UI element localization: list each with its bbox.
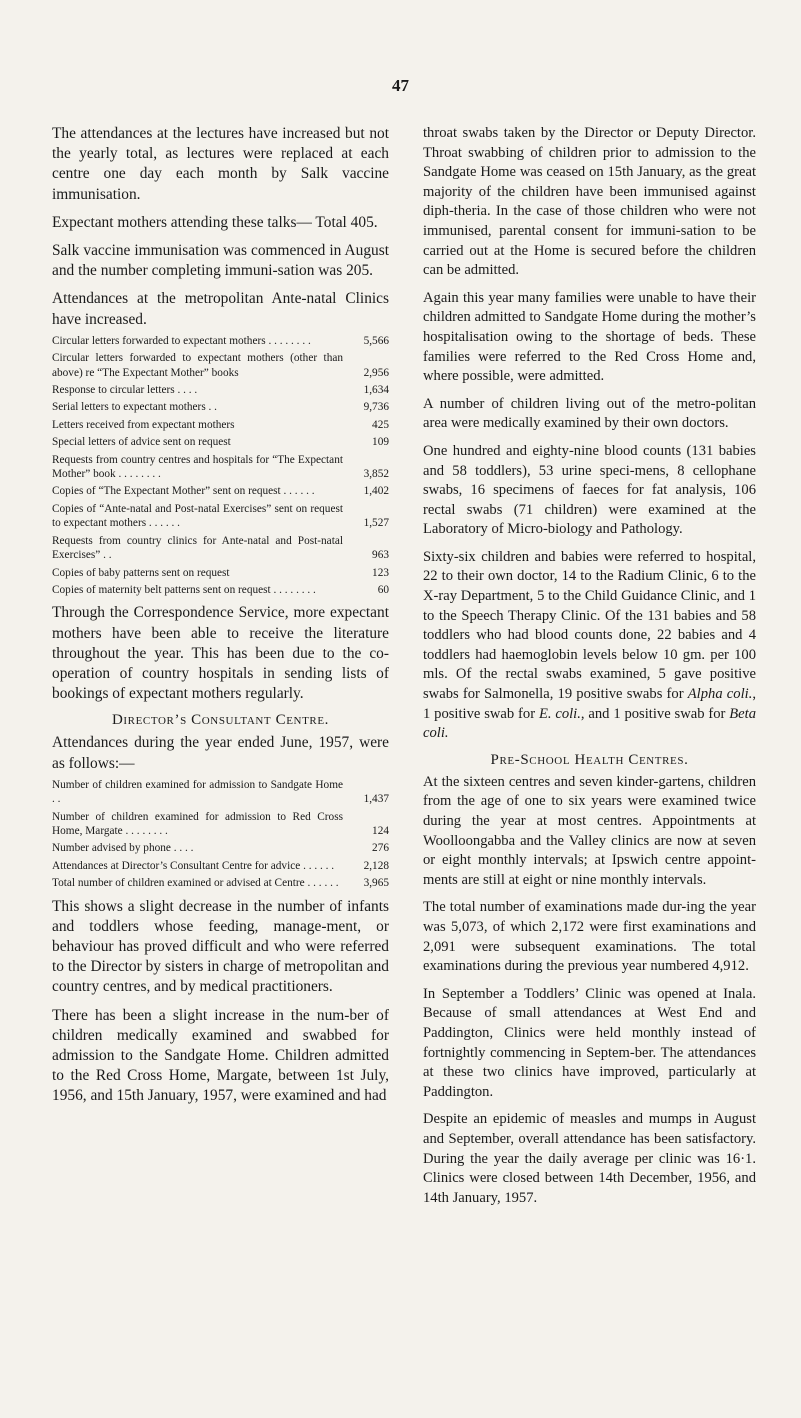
organism-name: Beta coli. bbox=[423, 705, 756, 742]
paragraph: Again this year many families were unable to have their children admitted to Sandgate Home during the mother’s hospitalisation owing to the shortage of beds. These families were referred to the Red Cross Home and, where possible, were admitted. bbox=[423, 289, 756, 385]
paragraph: Through the Correspondence Service, more expectant mothers have been able to receive the literature throughout the year. This has been due to the co-operation of country hospitals in sending lists of bookings of expectant mothers regularly. bbox=[52, 604, 389, 703]
paragraph: Despite an epidemic of measles and mumps in August and September, overall attendance has been satisfactory. During the year the daily average per clinic was 16·1. Clinics were closed between 14th December, 1956, and 14th January, 1957. bbox=[423, 1111, 756, 1206]
stats-row bbox=[52, 502, 389, 531]
stats-value: 276 bbox=[372, 842, 389, 855]
stats-label: Serial letters to expectant mothers . . bbox=[52, 401, 218, 414]
paragraph: At the sixteen centres and seven kinder-gartens, children from the age of one to six years were examined twice during the year at most centres. Appointments at Woolloongabba and the Valley clinics are now at seven or eight monthly intervals; at Ipswich centre appoint-ments are still at eight or nine monthly intervals. bbox=[423, 773, 756, 888]
right-column bbox=[423, 124, 756, 1216]
stats-label: Copies of “Ante-natal and Post-natal Exercises” sent on request to expectant mothers . . . . . . bbox=[52, 502, 343, 530]
section-heading: Director’s Consultant Centre. bbox=[111, 712, 329, 729]
organism-name: E. coli. bbox=[538, 705, 581, 722]
stats-row bbox=[52, 435, 389, 449]
paragraph bbox=[423, 548, 756, 744]
paragraph: Attendances during the year ended June, 1957, were as follows:— bbox=[52, 734, 389, 772]
stats-row bbox=[52, 583, 389, 597]
organism-name: Alpha coli. bbox=[687, 686, 753, 703]
stats-label: Requests from country centres and hospitals for “The Expectant Mother” book . . . . . . . . bbox=[52, 453, 343, 481]
page-number: 47 bbox=[392, 76, 409, 95]
stats-label: Response to circular letters . . . . bbox=[52, 384, 198, 397]
stats-value: 60 bbox=[377, 583, 389, 596]
paragraph: Salk vaccine immunisation was commenced in August and the number completing immuni-sation was 205. bbox=[52, 242, 389, 280]
stats-value: 963 bbox=[372, 549, 389, 562]
stats-label: Attendances at Director’s Consultant Centre for advice . . . . . . bbox=[52, 859, 335, 872]
correspondence-stats-table bbox=[52, 334, 389, 598]
stats-label: Number of children examined for admission to Sandgate Home . . bbox=[52, 778, 343, 806]
stats-label: Circular letters forwarded to expectant mothers (other than above) re “The Expectant Mother” books bbox=[52, 352, 343, 379]
stats-row bbox=[52, 534, 389, 563]
stats-value: 425 bbox=[372, 418, 389, 431]
stats-value: 124 bbox=[372, 824, 389, 837]
stats-value: 1,402 bbox=[363, 485, 389, 498]
stats-row bbox=[52, 383, 389, 397]
stats-value: 3,965 bbox=[363, 877, 389, 890]
paragraph: A number of children living out of the metro-politan area were medically examined by their own doctors. bbox=[423, 395, 756, 432]
stats-label: Number advised by phone . . . . bbox=[52, 842, 194, 855]
stats-row bbox=[52, 484, 389, 498]
left-column bbox=[52, 124, 389, 1115]
stats-row bbox=[52, 876, 389, 890]
stats-row bbox=[52, 400, 389, 414]
stats-row bbox=[52, 841, 389, 855]
stats-label: Requests from country clinics for Ante-natal and Post-natal Exercises” . . bbox=[52, 534, 343, 562]
stats-label: Number of children examined for admission to Red Cross Home, Margate . . . . . . . . bbox=[52, 810, 343, 837]
paragraph: The total number of examinations made dur-ing the year was 5,073, of which 2,172 were first examinations and 2,091 were subsequent examinations. The total examinations during the previous year numbered 4,912. bbox=[423, 899, 756, 975]
paragraph: Expectant mothers attending these talks— Total 405. bbox=[52, 213, 378, 231]
stats-value: 3,852 bbox=[363, 468, 389, 481]
stats-value: 123 bbox=[372, 566, 389, 579]
stats-row bbox=[52, 810, 389, 839]
stats-row bbox=[52, 334, 389, 348]
stats-row bbox=[52, 418, 389, 432]
stats-value: 9,736 bbox=[363, 401, 389, 414]
section-heading: Pre-School Health Centres. bbox=[490, 751, 689, 768]
paragraph: Attendances at the metropolitan Ante-natal Clinics have increased. bbox=[52, 290, 389, 328]
text-run: , 1 positive swab for bbox=[423, 686, 756, 722]
stats-row bbox=[52, 453, 389, 482]
stats-value: 5,566 bbox=[363, 334, 389, 347]
paragraph: In September a Toddlers’ Clinic was opened at Inala. Because of small attendances at West End and Paddington, Clinics were held monthly instead of fortnightly commencing in Septem-ber. The attendances at these two clinics have improved, particularly at Paddington. bbox=[423, 985, 756, 1100]
stats-row bbox=[52, 351, 389, 380]
stats-label: Letters received from expectant mothers bbox=[52, 418, 235, 431]
stats-row bbox=[52, 566, 389, 580]
stats-value: 2,956 bbox=[363, 366, 389, 379]
text-run: Sixty-six children and babies were referred to hospital, 22 to their own doctor, 14 to the Radium Clinic, 6 to the X-ray Department, 5 to the Child Guidance Clinic, and 1 to the Speech Therapy Clinic. Of the 131 babies and 58 toddlers who had blood counts done, 22 babies and 4 toddlers had haemoglobin levels below 10 gm. per 100 mls. Of the rectal swabs examined, 5 gave positive swabs for Salmonella, 19 positive swabs for bbox=[423, 548, 756, 703]
stats-value: 1,634 bbox=[363, 384, 389, 397]
stats-label: Special letters of advice sent on request bbox=[52, 436, 231, 449]
text-run: , and 1 positive swab for bbox=[580, 705, 726, 722]
stats-value: 1,527 bbox=[363, 517, 389, 530]
consultant-centre-stats-table bbox=[52, 778, 389, 891]
stats-label: Copies of maternity belt patterns sent on request . . . . . . . . bbox=[52, 583, 316, 596]
paragraph: The attendances at the lectures have increased but not the yearly total, as lectures were replaced at each centre one day each month by Salk vaccine immunisation. bbox=[52, 125, 389, 203]
stats-row bbox=[52, 778, 389, 807]
stats-label: Copies of “The Expectant Mother” sent on request . . . . . . bbox=[52, 485, 315, 498]
stats-row bbox=[52, 859, 389, 873]
paragraph: This shows a slight decrease in the number of infants and toddlers whose feeding, manage-ment, or behaviour has proved difficult and who were referred to the Director by sisters in charge of metropolitan and country centres, and by medical practitioners. bbox=[52, 897, 389, 996]
stats-value: 1,437 bbox=[363, 793, 389, 806]
stats-value: 109 bbox=[372, 436, 389, 449]
paragraph: There has been a slight increase in the num-ber of children medically examined and swabbed for admission to the Sandgate Home. Children admitted to the Red Cross Home, Margate, between 1st July, 1956, and 15th January, 1957, were examined and had bbox=[52, 1006, 389, 1105]
stats-value: 2,128 bbox=[363, 859, 389, 872]
paragraph: One hundred and eighty-nine blood counts (131 babies and 58 toddlers), 53 urine speci-mens, 8 cellophane swabs, 16 specimens of faeces for fat analysis, 106 rectal swabs (71 children) were examined at the Laboratory of Micro-biology and Pathology. bbox=[423, 442, 756, 538]
stats-label: Copies of baby patterns sent on request bbox=[52, 566, 230, 579]
stats-label: Circular letters forwarded to expectant mothers . . . . . . . . bbox=[52, 334, 311, 347]
stats-label: Total number of children examined or advised at Centre . . . . . . bbox=[52, 877, 339, 890]
paragraph: throat swabs taken by the Director or Deputy Director. Throat swabbing of children prior to admission to the Sandgate Home was ceased on 15th January, as the great majority of the children have been immunised against diph-theria. In the case of those children who were not immunised, parental consent for immuni-sation to be carried out at the Home is secured before the children can be admitted. bbox=[423, 125, 756, 279]
